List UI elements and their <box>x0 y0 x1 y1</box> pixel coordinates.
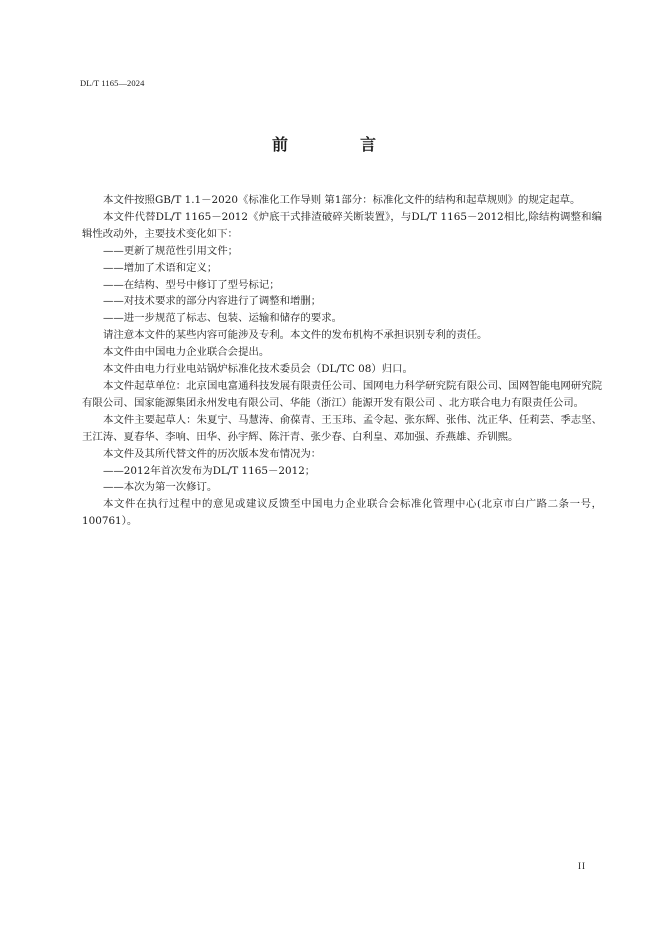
body-text <box>82 192 602 530</box>
change-item: ——更新了规范性引用文件； <box>103 244 239 257</box>
change-item: ——增加了术语和定义； <box>103 261 218 274</box>
version-item: ——本次为第一次修订。 <box>103 481 218 494</box>
paragraph-committee: 本文件由电力行业电站锅炉标准化技术委员会（DL/TC 08）归口。 <box>103 363 413 376</box>
paragraph-proposer: 本文件由中国电力企业联合会提出。 <box>103 346 270 359</box>
change-item: ——对技术要求的部分内容进行了调整和增删； <box>103 295 322 308</box>
paragraph-patent-notice: 请注意本文件的某些内容可能涉及专利。本文件的发布机构不承担识别专利的责任。 <box>103 329 488 342</box>
page-number: II <box>578 861 586 871</box>
change-item: ——在结构、型号中修订了型号标记； <box>103 278 280 291</box>
paragraph-feedback: 本文件在执行过程中的意见或建议反馈至中国电力企业联合会标准化管理中心(北京市白广路二条一号，100761）。 <box>82 498 602 528</box>
paragraph-version-history: 本文件及其所代替文件的历次版本发布情况为： <box>103 447 322 460</box>
paragraph-drafting-units: 本文件起草单位：北京国电富通科技发展有限责任公司、国网电力科学研究院有限公司、国网智能电网研究院有限公司、国家能源集团永州发电有限公司、华能（浙江）能源开发有限公司 、北方联合电力有限责任公司。 <box>82 379 602 409</box>
paragraph-drafting-rules: 本文件按照GB/T 1.1－2020《标准化工作导则 第1部分：标准化文件的结构和起草规则》的规定起草。 <box>103 194 581 206</box>
change-item: ——进一步规范了标志、包装、运输和储存的要求。 <box>103 312 342 325</box>
version-item: ——2012年首次发布为DL/T 1165－2012； <box>103 464 316 477</box>
document-code: DL/T 1165—2024 <box>80 78 145 88</box>
paragraph-replaces: 本文件代替DL/T 1165－2012《炉底干式排渣破碎关断装置》，与DL/T 1165－2012相比,除结构调整和编辑性改动外，主要技术变化如下： <box>82 210 602 240</box>
page-title: 前 言 <box>271 135 404 154</box>
paragraph-drafters: 本文件主要起草人：朱夏宁、马慧涛、俞葆青、王玉玮、孟令起、张东辉、张伟、沈正华、任莉芸、季志坚、王江涛、夏春华、李响、田华、孙宇辉、陈汗青、张少春、白利皇、邓加强、乔燕雄、乔钏熙。 <box>82 413 602 443</box>
